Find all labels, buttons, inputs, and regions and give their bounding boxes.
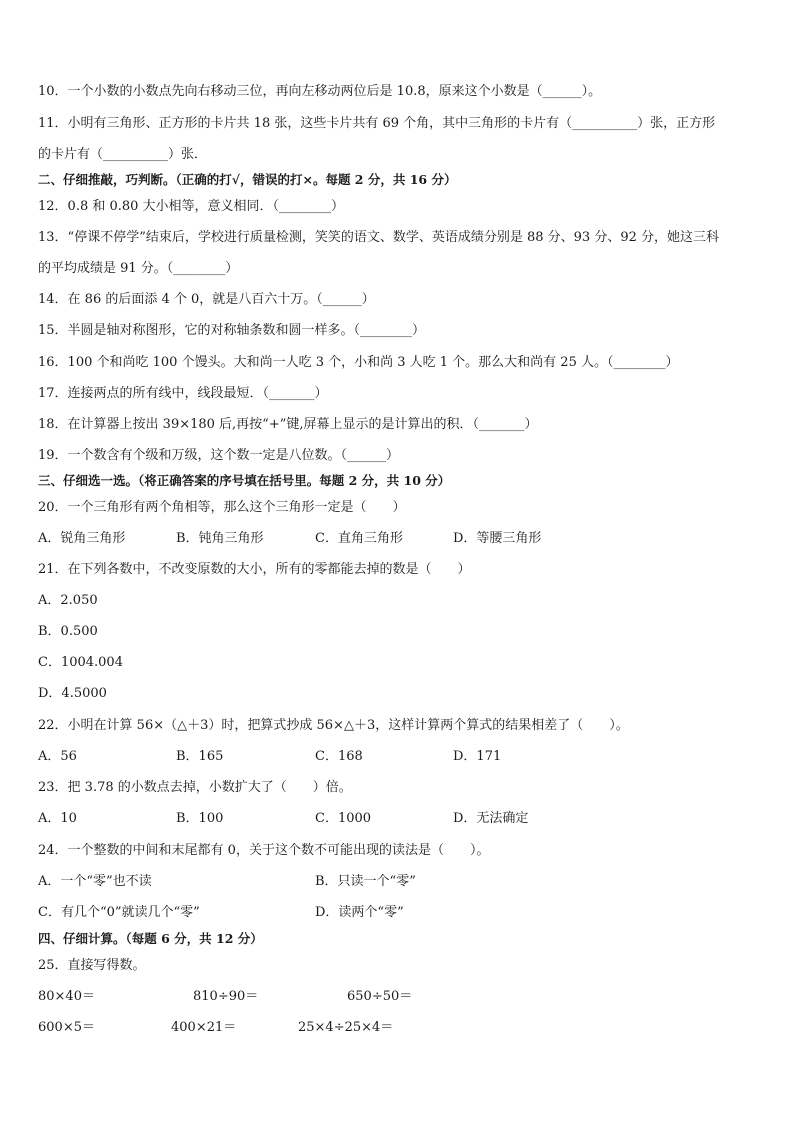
option-24-a[interactable]: A．一个“零”也不读	[38, 874, 152, 889]
question-25: 25．直接写得数。	[38, 958, 146, 973]
question-15: 15．半圆是轴对称图形，它的对称轴条数和圆一样多。（________）	[38, 323, 426, 338]
option-24-c[interactable]: C．有几个“0”就读几个“零”	[38, 905, 200, 920]
calc-item: 600×5＝	[38, 1020, 95, 1035]
option-23-a[interactable]: A．10	[38, 811, 77, 826]
option-20-d[interactable]: D．等腰三角形	[453, 531, 542, 546]
option-22-c[interactable]: C．168	[315, 749, 363, 764]
question-16: 16．100 个和尚吃 100 个馒头。大和尚一人吃 3 个，小和尚 3 人吃 1 个。那么大和尚有 25 人。（________）	[38, 355, 679, 370]
option-20-b[interactable]: B．钝角三角形	[176, 531, 264, 546]
option-21-b[interactable]: B．0.500	[38, 624, 98, 639]
question-19: 19．一个数含有个级和万级，这个数一定是八位数。（______）	[38, 448, 400, 463]
option-23-b[interactable]: B．100	[176, 811, 224, 826]
question-22: 22．小明在计算 56×（△＋3）时，把算式抄成 56×△＋3，这样计算两个算式的结果相差了（ ）。	[38, 718, 629, 733]
question-14: 14．在 86 的后面添 4 个 0，就是八百六十万。（______）	[38, 292, 375, 307]
question-18: 18．在计算器上按出 39×180 后,再按“+”键,屏幕上显示的是计算出的积．（_______）	[38, 417, 538, 432]
question-13-line-2: 的平均成绩是 91 分。（________）	[38, 261, 239, 276]
option-20-c[interactable]: C．直角三角形	[315, 531, 403, 546]
option-22-a[interactable]: A．56	[38, 749, 77, 764]
option-21-c[interactable]: C．1004.004	[38, 655, 123, 670]
option-22-d[interactable]: D．171	[453, 749, 502, 764]
option-24-b[interactable]: B．只读一个“零”	[315, 874, 416, 889]
question-12: 12．0.8 和 0.80 大小相等，意义相同．（________）	[38, 199, 345, 214]
question-23: 23．把 3.78 的小数点去掉，小数扩大了（ ）倍。	[38, 780, 352, 795]
question-11-line-1: 11．小明有三角形、正方形的卡片共 18 张，这些卡片共有 69 个角，其中三角形的卡片有（__________）张，正方形	[38, 116, 716, 131]
section-2-heading: 二、仔细推敲，巧判断。（正确的打√，错误的打×。每题 2 分，共 16 分）	[38, 172, 457, 187]
option-20-a[interactable]: A．锐角三角形	[38, 531, 126, 546]
section-3-heading: 三、仔细选一选。（将正确答案的序号填在括号里。每题 2 分，共 10 分）	[38, 473, 451, 488]
question-13-line-1: 13．“停课不停学”结束后，学校进行质量检测，笑笑的语文、数学、英语成绩分别是 88 分、93 分、92 分，她这三科	[38, 230, 719, 245]
calc-item: 650÷50＝	[347, 989, 413, 1004]
question-11-line-2: 的卡片有（__________）张．	[38, 147, 208, 162]
calc-item: 80×40＝	[38, 989, 95, 1004]
option-22-b[interactable]: B．165	[176, 749, 224, 764]
question-17: 17．连接两点的所有线中，线段最短．（_______）	[38, 386, 328, 401]
question-21: 21．在下列各数中，不改变原数的大小，所有的零都能去掉的数是（ ）	[38, 562, 471, 577]
option-24-d[interactable]: D．读两个“零”	[315, 905, 404, 920]
question-10: 10．一个小数的小数点先向右移动三位，再向左移动两位后是 10.8，原来这个小数是（______）。	[38, 84, 602, 99]
question-24: 24．一个整数的中间和末尾都有 0，关于这个数不可能出现的读法是（ ）。	[38, 843, 490, 858]
option-21-d[interactable]: D．4.5000	[38, 686, 107, 701]
option-21-a[interactable]: A．2.050	[38, 593, 98, 608]
calc-item: 25×4÷25×4＝	[298, 1020, 394, 1035]
calc-item: 810÷90＝	[193, 989, 259, 1004]
question-20: 20．一个三角形有两个角相等，那么这个三角形一定是（ ）	[38, 500, 406, 515]
option-23-c[interactable]: C．1000	[315, 811, 372, 826]
option-23-d[interactable]: D．无法确定	[453, 811, 529, 826]
calc-item: 400×21＝	[171, 1020, 237, 1035]
section-4-heading: 四、仔细计算。（每题 6 分，共 12 分）	[38, 931, 263, 946]
